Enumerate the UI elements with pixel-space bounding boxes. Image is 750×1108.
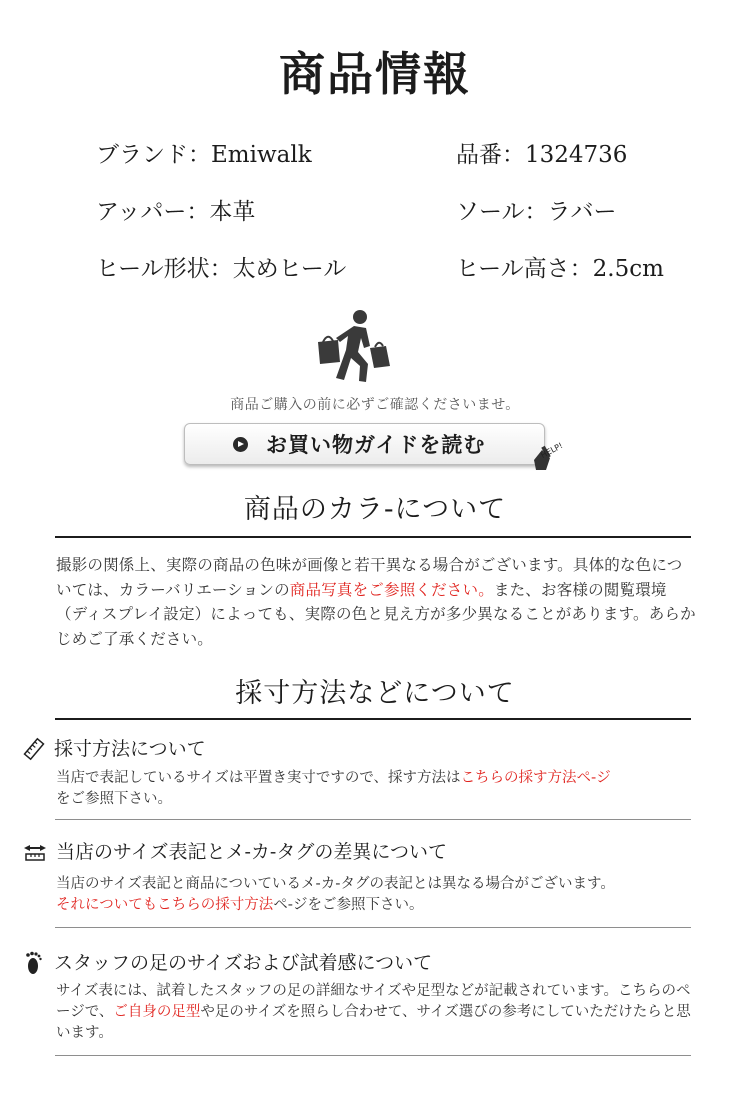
spec-heel-shape: ヒール形状：太めヒール — [96, 256, 347, 282]
spec-heel-height: ヒール高さ：2.5cm — [456, 256, 664, 282]
spec-brand: ブランド：Emiwalk — [96, 142, 312, 168]
staff-foot-size-text: サイズ表には、試着したスタッフの足の詳細なサイズや足型などが記載されています。こちらのページで、ご自身の足型や足のサイズを照らし合わせて、サイズ選びの参考にしていただけたらと思います。 — [56, 983, 691, 1041]
page-title: 商品情報 — [279, 47, 471, 101]
ruler-icon — [22, 737, 46, 761]
spec-upper: アッパー：本革 — [96, 199, 256, 225]
measure-method-text: 当店で表記しているサイズは平置き実寸ですので、採す方法はこちらの採す方法ペ-ジ をご参照下さい。 — [56, 770, 611, 807]
spec-model-number: 品番：1324736 — [456, 142, 628, 168]
shopping-guide-label: お買い物ガイドを読む — [266, 432, 486, 457]
help-pointer-icon — [528, 440, 568, 474]
measure-section-divider — [55, 718, 691, 720]
own-foot-shape-link[interactable]: ご自身の足型 — [113, 1004, 201, 1020]
measure-section-heading: 採寸方法などについて — [235, 678, 515, 709]
measure-method-link[interactable]: それについてもこちらの採寸方法 — [56, 897, 274, 913]
spec-sole: ソール：ラバー — [456, 199, 617, 225]
measure-method-title: 採寸方法について — [22, 736, 206, 762]
measure-page-link[interactable]: こちらの採す方法ペ-ジ — [460, 770, 611, 786]
size-tag-difference-title: 当店のサイズ表記とメ-カ-タグの差異について — [22, 839, 447, 865]
footprint-icon — [24, 950, 46, 976]
help-badge: HELP! — [539, 440, 565, 461]
divider — [55, 927, 691, 928]
staff-foot-size-title: スタッフの足のサイズおよび試着感について — [24, 950, 432, 976]
shopping-guide-button[interactable] — [184, 423, 545, 465]
play-icon — [233, 437, 248, 452]
color-section-text: 撮影の関係上、実際の商品の色味が画像と若干異なる場合がございます。具体的な色については、カラーバリエーションの商品写真をご参照ください。また、お客様の閲覧環境（ディスプレイ設定）によっても、実際の色と見え方が多少異なることがあります。あらかじめご了承ください。 — [56, 556, 696, 648]
size-icon — [22, 842, 48, 862]
product-photo-link[interactable]: 商品写真をご参照ください。 — [289, 580, 494, 599]
purchase-note: 商品ご購入の前に必ずご確認くださいませ。 — [230, 397, 520, 413]
divider — [55, 1055, 691, 1056]
color-section-divider — [55, 536, 691, 538]
color-section-heading: 商品のカラ-について — [243, 494, 507, 525]
divider — [55, 819, 691, 820]
shopper-icon — [314, 308, 394, 388]
size-tag-difference-text: 当店のサイズ表記と商品についているメ-カ-タグの表記とは異なる場合がございます。 それについてもこちらの採寸方法ペ-ジをご参照下さい。 — [56, 876, 615, 913]
